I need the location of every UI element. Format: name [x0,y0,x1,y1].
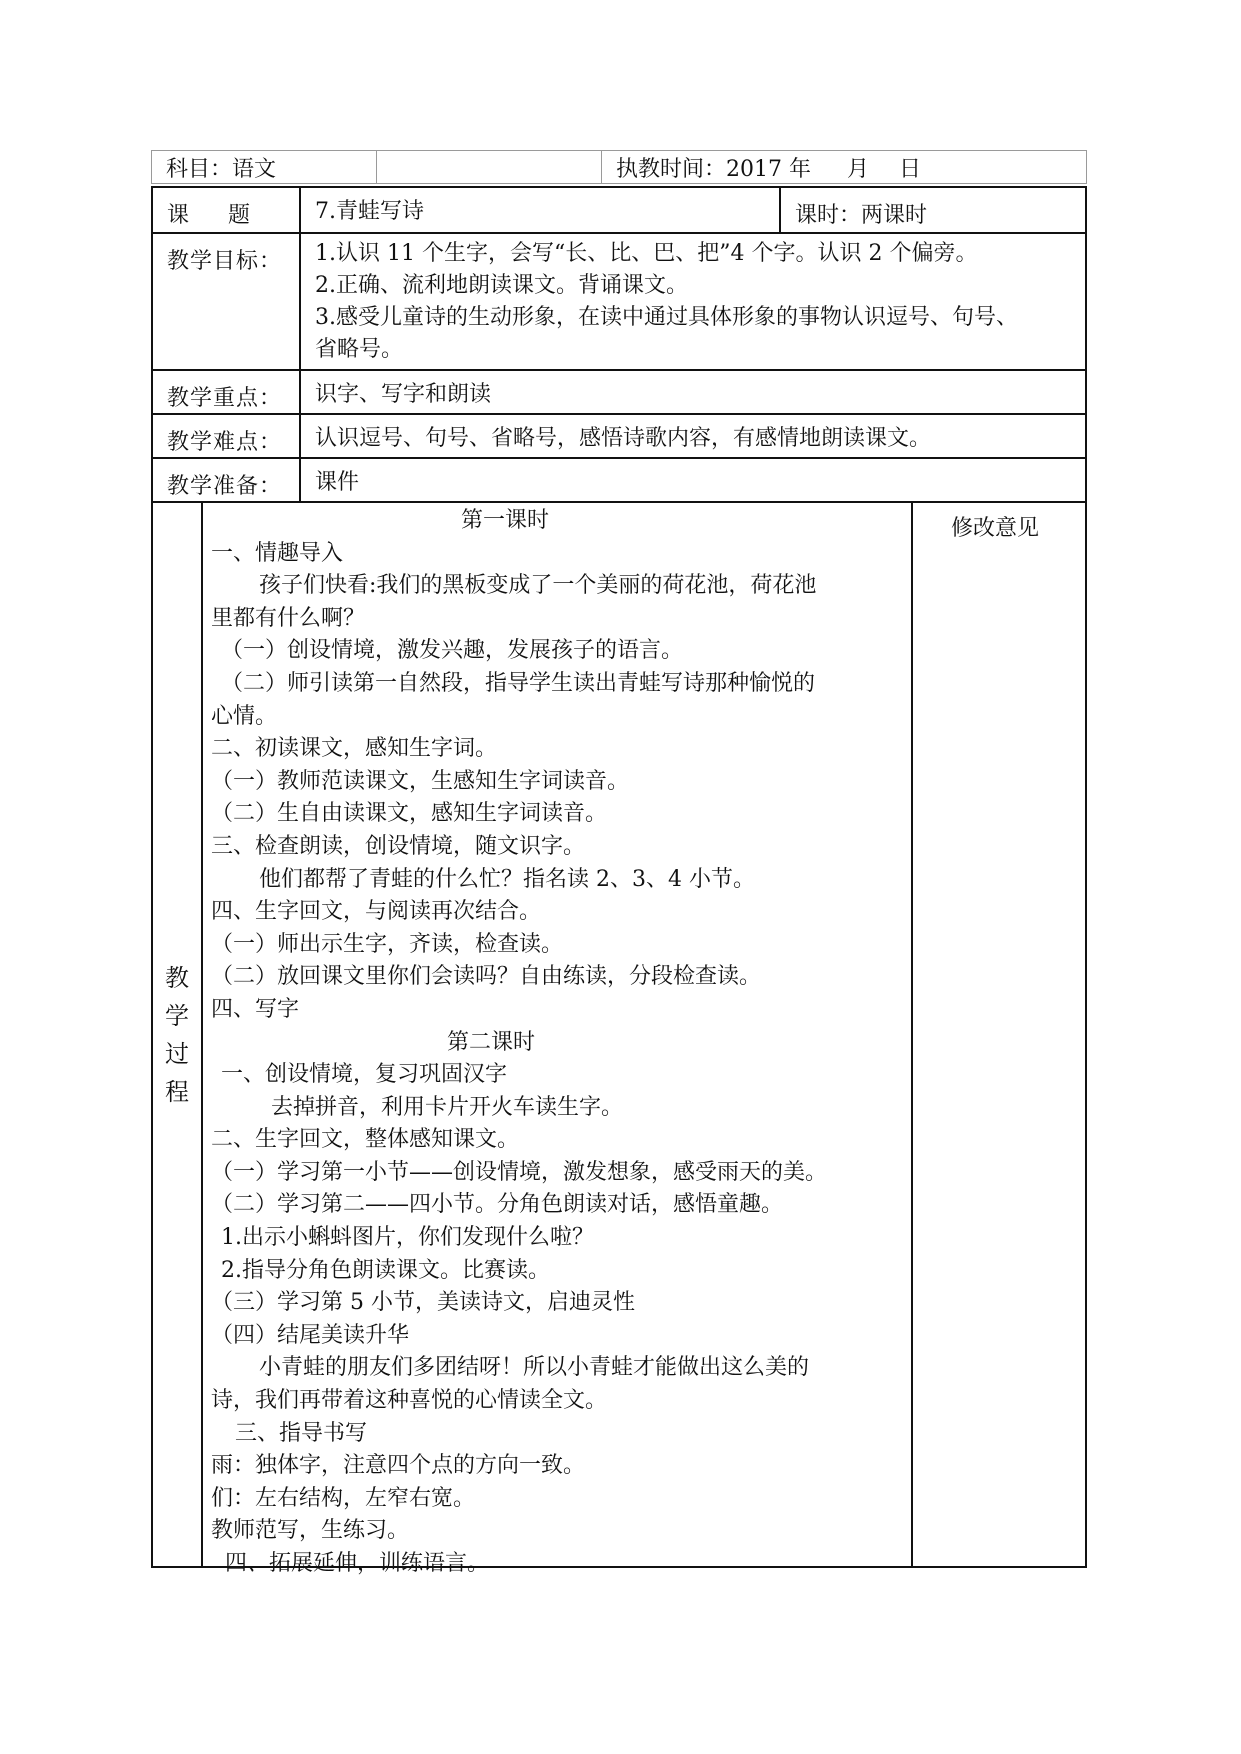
process-line: 四、生字回文，与阅读再次结合。 [211,899,542,925]
process-line: 三、检查朗读，创设情境，随文识字。 [211,833,586,859]
focus-row [153,371,1085,415]
header-strip [151,150,1087,184]
prep-label: 教学准备： [153,459,301,501]
process-line: 小青蛙的朋友们多团结呀！所以小青蛙才能做出这么美的 [259,1355,810,1381]
topic-row [153,188,1085,234]
process-label-char: 学 [165,1001,189,1030]
process-label [153,503,203,1566]
process-line: 去掉拼音，利用卡片开火车读生字。 [271,1094,624,1120]
process-line: （一）学习第一小节——创设情境，激发想象，感受雨天的美。 [211,1159,828,1185]
focus-label: 教学重点： [153,371,301,413]
revision-notes: 修改意见 [951,516,1040,541]
process-line: 他们都帮了青蛙的什么忙？指名读 2、3、4 小节。 [259,866,755,892]
process-line: （二）放回课文里你们会读吗？自由练读，分段检查读。 [211,964,762,990]
difficulty-value: 认识逗号、句号、省略号，感悟诗歌内容，有感情地朗读课文。 [315,426,932,451]
process-line: 心情。 [211,703,278,729]
prep-row [153,459,1085,503]
process-line: 四、拓展延伸，训练语言。 [225,1551,490,1576]
lesson-table [151,186,1087,1576]
section-title: 第一课时 [461,508,550,533]
focus-value: 识字、写字和朗读 [315,382,492,407]
process-line: 一、情趣导入 [211,540,344,566]
process-line: 二、初读课文，感知生字词。 [211,736,498,762]
process-line: （二）学习第二——四小节。分角色朗读对话，感悟童趣。 [211,1192,784,1218]
goal-line: 3.感受儿童诗的生动形象，在读中通过具体形象的事物认识逗号、句号、 [315,305,1018,330]
process-line: 雨：独体字，注意四个点的方向一致。 [211,1453,586,1479]
process-line: 三、指导书写 [235,1420,368,1446]
process-line: 孩子们快看:我们的黑板变成了一个美丽的荷花池，荷花池 [259,573,817,599]
process-line: 2.指导分角色朗读课文。比赛读。 [221,1257,550,1283]
process-label-char: 教 [165,963,189,992]
process-line: 诗，我们再带着这种喜悦的心情读全文。 [211,1388,608,1414]
process-label-char: 过 [165,1039,189,1068]
goals-row [153,234,1085,371]
subject-cell: 科目：语文 [152,151,377,183]
process-row [153,503,1085,1576]
difficulty-label: 教学难点： [153,415,301,457]
goals-list [301,234,1085,369]
process-line: 二、生字回文，整体感知课文。 [211,1127,520,1153]
process-line: 教师范写，生练习。 [211,1518,410,1544]
process-line: 一、创设情境，复习巩固汉字 [221,1062,508,1088]
topic-label: 课 题 [153,188,301,232]
exec-time-day: 日 [899,156,922,182]
process-line: （四）结尾美读升华 [211,1322,410,1348]
process-line: 1.出示小蝌蚪图片，你们发现什么啦？ [221,1225,594,1251]
process-line: （一）师出示生字，齐读，检查读。 [211,931,564,957]
exec-time-year: 执教时间：2017 年 [616,156,811,182]
process-line: 们：左右结构，左窄右宽。 [211,1485,476,1511]
blank-header-cell [377,151,602,183]
process-line: （二）师引读第一自然段，指导学生读出青蛙写诗那种愉悦的 [221,670,816,696]
goal-line: 省略号。 [315,337,404,362]
section-title: 第二课时 [447,1029,536,1055]
goal-line: 1.认识 11 个生字，会写“长、比、巴、把”4 个字。认识 2 个偏旁。 [315,241,978,266]
prep-value: 课件 [315,470,360,495]
process-line: （一）创设情境，激发兴趣，发展孩子的语言。 [221,638,684,664]
exec-time-cell [602,151,1086,183]
goal-line: 2.正确、流利地朗读课文。背诵课文。 [315,273,688,298]
process-content [203,503,913,1576]
process-line: 四、写字 [211,996,300,1022]
process-line: （三）学习第 5 小节，美读诗文，启迪灵性 [211,1290,635,1316]
process-line: 里都有什么啊？ [211,605,366,631]
process-line: （二）生自由读课文，感知生字词读音。 [211,801,608,827]
process-label-char: 程 [165,1077,189,1106]
hours-value: 课时：两课时 [795,203,928,228]
exec-time-month: 月 [846,156,869,182]
process-line: （一）教师范读课文，生感知生字词读音。 [211,768,630,794]
topic-value: 7.青蛙写诗 [301,188,781,232]
goals-label: 教学目标： [153,234,301,369]
difficulty-row [153,415,1085,459]
